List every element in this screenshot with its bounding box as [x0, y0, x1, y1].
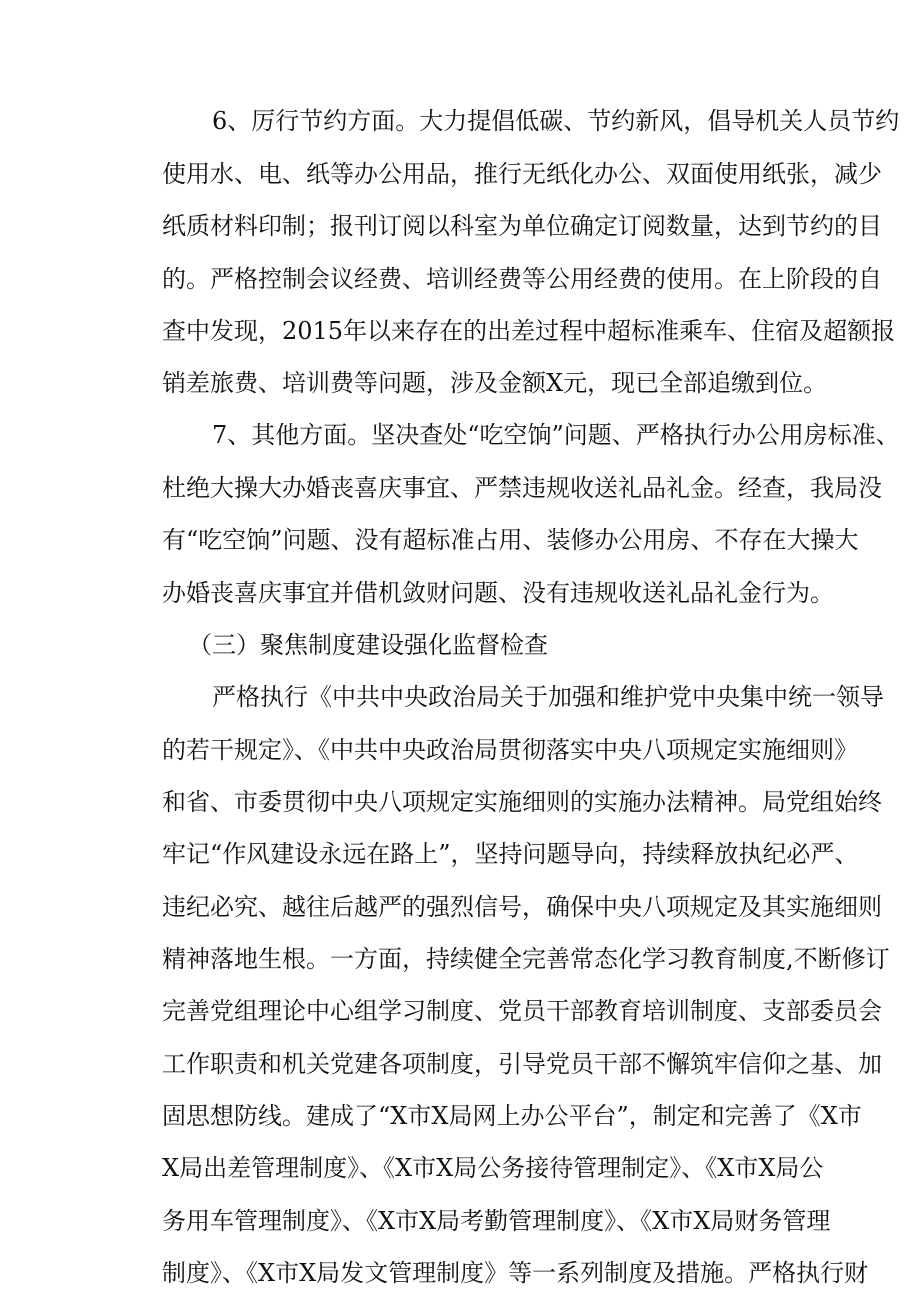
paragraph-line: 完善党组理论中心组学习制度、党员干部教育培训制度、支部委员会: [162, 997, 882, 1025]
paragraph-line: 纸质材料印制；报刊订阅以科室为单位确定订阅数量，达到节约的目: [162, 212, 882, 240]
paragraph-line: 7、其他方面。坚决查处“吃空饷”问题、严格执行办公用房标准、: [212, 421, 900, 449]
paragraph-line: 杜绝大操大办婚丧喜庆事宜、严禁违规收送礼品礼金。经查，我局没: [162, 474, 882, 502]
paragraph-line: 6、厉行节约方面。大力提倡低碳、节约新风，倡导机关人员节约: [212, 107, 900, 135]
paragraph-line: 固思想防线。建成了“X市X局网上办公平台”，制定和完善了《X市: [162, 1102, 862, 1130]
paragraph-line: 使用水、电、纸等办公用品，推行无纸化办公、双面使用纸张，减少: [162, 160, 882, 188]
paragraph-line: 制度》、《X市X局发文管理制度》等一系列制度及措施。严格执行财: [162, 1259, 869, 1287]
paragraph-line: 的若干规定》、《中共中央政治局贯彻落实中央八项规定实施细则》: [162, 736, 858, 764]
paragraph-line: X局出差管理制度》、《X市X局公务接待管理制定》、《X市X局公: [162, 1154, 824, 1182]
paragraph-line: 严格执行《中共中央政治局关于加强和维护党中央集中统一领导: [212, 683, 884, 711]
paragraph-line: 查中发现，2015年以来存在的出差过程中超标准乘车、住宿及超额报: [162, 317, 896, 345]
paragraph-line: 办婚丧喜庆事宜并借机敛财问题、没有违规收送礼品礼金行为。: [162, 579, 834, 607]
paragraph-line: 违纪必究、越往后越严的强烈信号，确保中央八项规定及其实施细则: [162, 893, 882, 921]
paragraph-line: 有“吃空饷”问题、没有超标准占用、装修办公用房、不存在大操大: [162, 526, 859, 554]
paragraph-line: 和省、市委贯彻中央八项规定实施细则的实施办法精神。局党组始终: [162, 788, 882, 816]
section-heading: （三）聚焦制度建设强化监督检查: [188, 631, 548, 659]
paragraph-line: 精神落地生根。一方面，持续健全完善常态化学习教育制度,不断修订: [162, 945, 890, 973]
paragraph-line: 工作职责和机关党建各项制度，引导党员干部不懈筑牢信仰之基、加: [162, 1050, 882, 1078]
paragraph-line: 的。严格控制会议经费、培训经费等公用经费的使用。在上阶段的自: [162, 265, 882, 293]
paragraph-line: 销差旅费、培训费等问题，涉及金额X元，现已全部追缴到位。: [162, 369, 828, 397]
paragraph-line: 务用车管理制度》、《X市X局考勤管理制度》、《X市X局财务管理: [162, 1207, 831, 1235]
paragraph-line: 牢记“作风建设永远在路上”，坚持问题导向，持续释放执纪必严、: [162, 840, 859, 868]
